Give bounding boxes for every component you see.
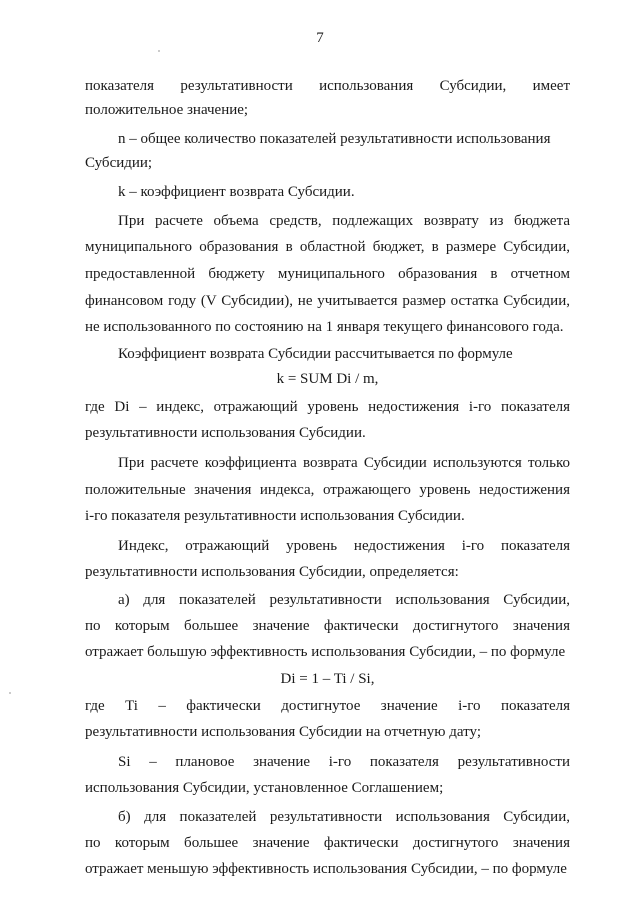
scan-speck xyxy=(9,692,11,694)
text-line: а) для показателей результативности использования Субсидии, xyxy=(118,592,570,608)
text-line: Индекс, отражающий уровень недостижения i-го показателя xyxy=(118,538,570,554)
text-line: не использованного по состоянию на 1 января текущего финансового года. xyxy=(85,319,564,335)
text-line: Si – плановое значение i-го показателя результативности xyxy=(118,754,570,770)
text-line: Субсидии; xyxy=(85,155,153,171)
text-line: положительное значение; xyxy=(85,102,249,118)
text-line: использования Субсидии, установленное Соглашением; xyxy=(85,780,444,796)
text-line: по которым большее значение фактически достигнутого значения xyxy=(85,835,570,851)
text-line: положительные значения индекса, отражающего уровень недостижения xyxy=(85,482,570,498)
text-line: муниципального образования в областной бюджет, в размере Субсидии, xyxy=(85,239,570,255)
formula-k: k = SUM Di / m, xyxy=(276,371,379,387)
text-line: результативности использования Субсидии на отчетную дату; xyxy=(85,724,481,740)
text-line: предоставленной бюджету муниципального образования в отчетном xyxy=(85,266,570,282)
text-line: n – общее количество показателей результативности использования xyxy=(118,131,551,147)
text-line: отражает меньшую эффективность использования Субсидии, – по формуле xyxy=(85,861,567,877)
text-line: Коэффициент возврата Субсидии рассчитывается по формуле xyxy=(118,346,513,362)
text-line: i-го показателя результативности использования Субсидии. xyxy=(85,508,465,524)
text-line: где Ti – фактически достигнутое значение i-го показателя xyxy=(85,698,570,714)
text-line: При расчете объема средств, подлежащих возврату из бюджета xyxy=(118,213,570,229)
text-line: отражает большую эффективность использования Субсидии, – по формуле xyxy=(85,644,566,660)
formula-di-1: Di = 1 – Ti / Si, xyxy=(280,671,375,687)
page-number: 7 xyxy=(316,30,324,46)
text-line: результативности использования Субсидии, определяется: xyxy=(85,564,459,580)
text-line: где Di – индекс, отражающий уровень недостижения i-го показателя xyxy=(85,399,570,415)
text-line: финансовом году (V Субсидии), не учитывается размер остатка Субсидии, xyxy=(85,293,570,309)
text-line: б) для показателей результативности использования Субсидии, xyxy=(118,809,570,825)
text-line: k – коэффициент возврата Субсидии. xyxy=(118,184,355,200)
text-line: результативности использования Субсидии. xyxy=(85,425,366,441)
text-line: показателя результативности использования Субсидии, имеет xyxy=(85,78,570,94)
text-line: по которым большее значение фактически достигнутого значения xyxy=(85,618,570,634)
text-line: При расчете коэффициента возврата Субсидии используются только xyxy=(118,455,570,471)
scan-speck xyxy=(158,50,160,52)
